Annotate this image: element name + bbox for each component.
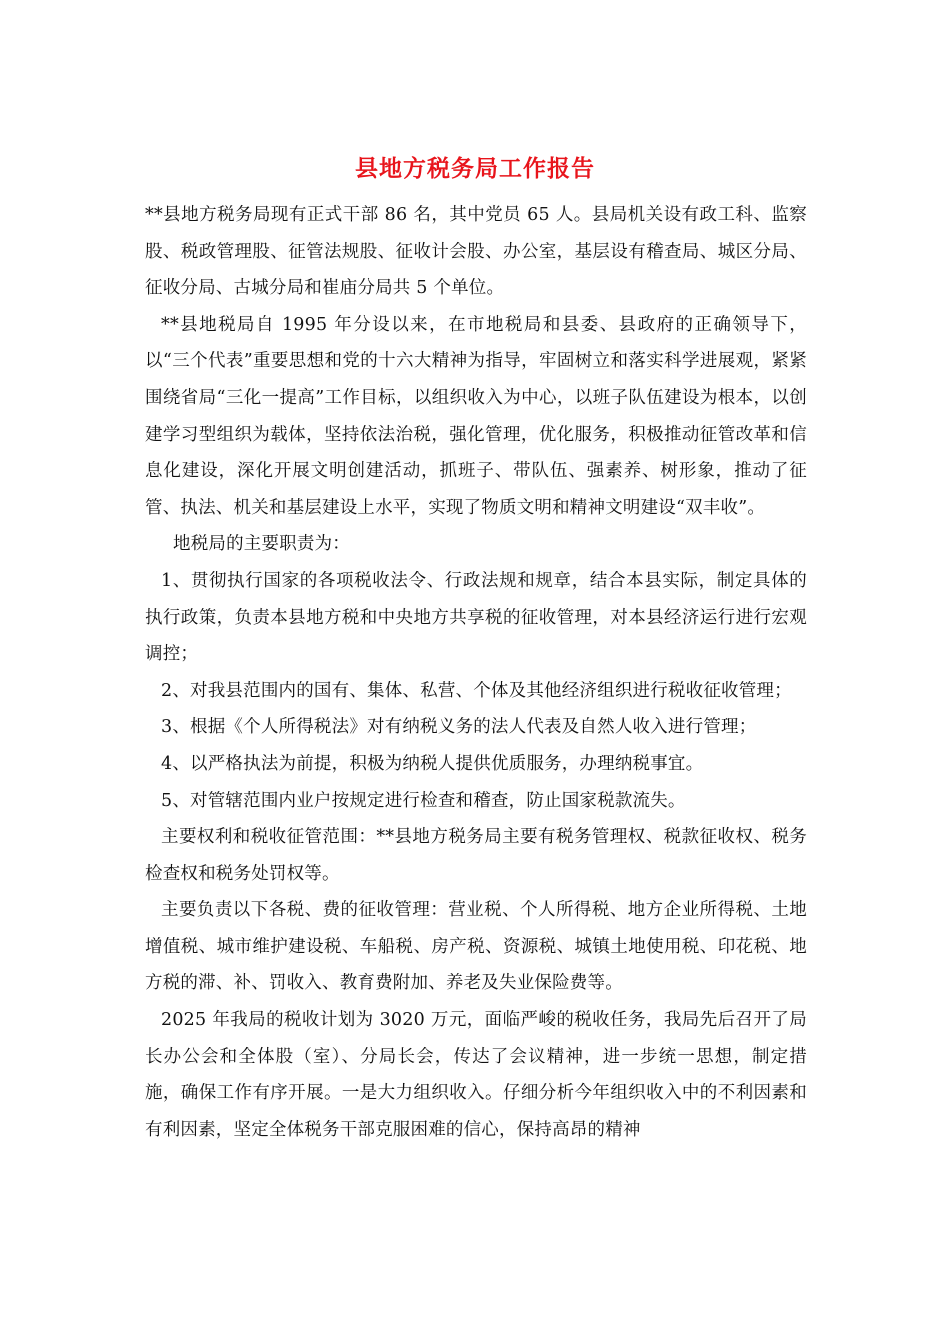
paragraph-duty-3: 3、根据《个人所得税法》对有纳税义务的法人代表及自然人收入进行管理；: [161, 717, 757, 738]
paragraph-duty-5: 5、对管辖范围内业户按规定进行检查和稽查，防止国家税款流失。: [161, 790, 686, 811]
document-title: 县地方税务局工作报告: [355, 155, 595, 182]
paragraph-duty-4: 4、以严格执法为前提，积极为纳税人提供优质服务，办理纳税事宜。: [161, 753, 704, 774]
paragraph-plan: 2025 年我局的税收计划为 3020 万元，面临严峻的税收任务，我局先后召开了局长办公会和全体股（室）、分局长会，传达了会议精神，进一步统一思想，制定措施，确保工作有序开展。一是大力组织收入。仔细分析今年组织收入中的不利因素和有利因素，坚定全体税务干部克服困难的信心，保持高昂的精神: [145, 1010, 807, 1140]
paragraph-tax-scope: 主要负责以下各税、费的征收管理：营业税、个人所得税、地方企业所得税、土地增值税、城市维护建设税、车船税、房产税、资源税、城镇土地使用税、印花税、地方税的滞、补、罚收入、教育费附加、养老及失业保险费等。: [145, 900, 807, 994]
paragraph-duty-1: 1、贯彻执行国家的各项税收法令、行政法规和规章，结合本县实际，制定具体的执行政策，负责本县地方税和中央地方共享税的征收管理，对本县经济运行进行宏观调控；: [145, 570, 807, 665]
paragraph-duty-2: 2、对我县范围内的国有、集体、私营、个体及其他经济组织进行税收征收管理；: [161, 680, 792, 701]
document-body: [145, 197, 807, 1148]
paragraph-overview: **县地方税务局现有正式干部 86 名，其中党员 65 人。县局机关设有政工科、监察股、税政管理股、征管法规股、征收计会股、办公室，基层设有稽查局、城区分局、征收分局、古城分局和崔庙分局共 5 个单位。: [145, 205, 807, 299]
paragraph-duties-heading: 地税局的主要职责为：: [173, 534, 350, 555]
paragraph-history: **县地税局自 1995 年分设以来，在市地税局和县委、县政府的正确领导下，以“三个代表”重要思想和党的十六大精神为指导，牢固树立和落实科学进展观，紧紧围绕省局“三化一提高”工作目标，以组织收入为中心，以班子队伍建设为根本，以创建学习型组织为载体，坚持依法治税，强化管理，优化服务，积极推动征管改革和信息化建设，深化开展文明创建活动，抓班子、带队伍、强素养、树形象，推动了征管、执法、机关和基层建设上水平，实现了物质文明和精神文明建设“双丰收”。: [145, 314, 807, 518]
paragraph-rights: 主要权利和税收征管范围：**县地方税务局主要有税务管理权、税款征收权、税务检查权和税务处罚权等。: [145, 827, 807, 884]
